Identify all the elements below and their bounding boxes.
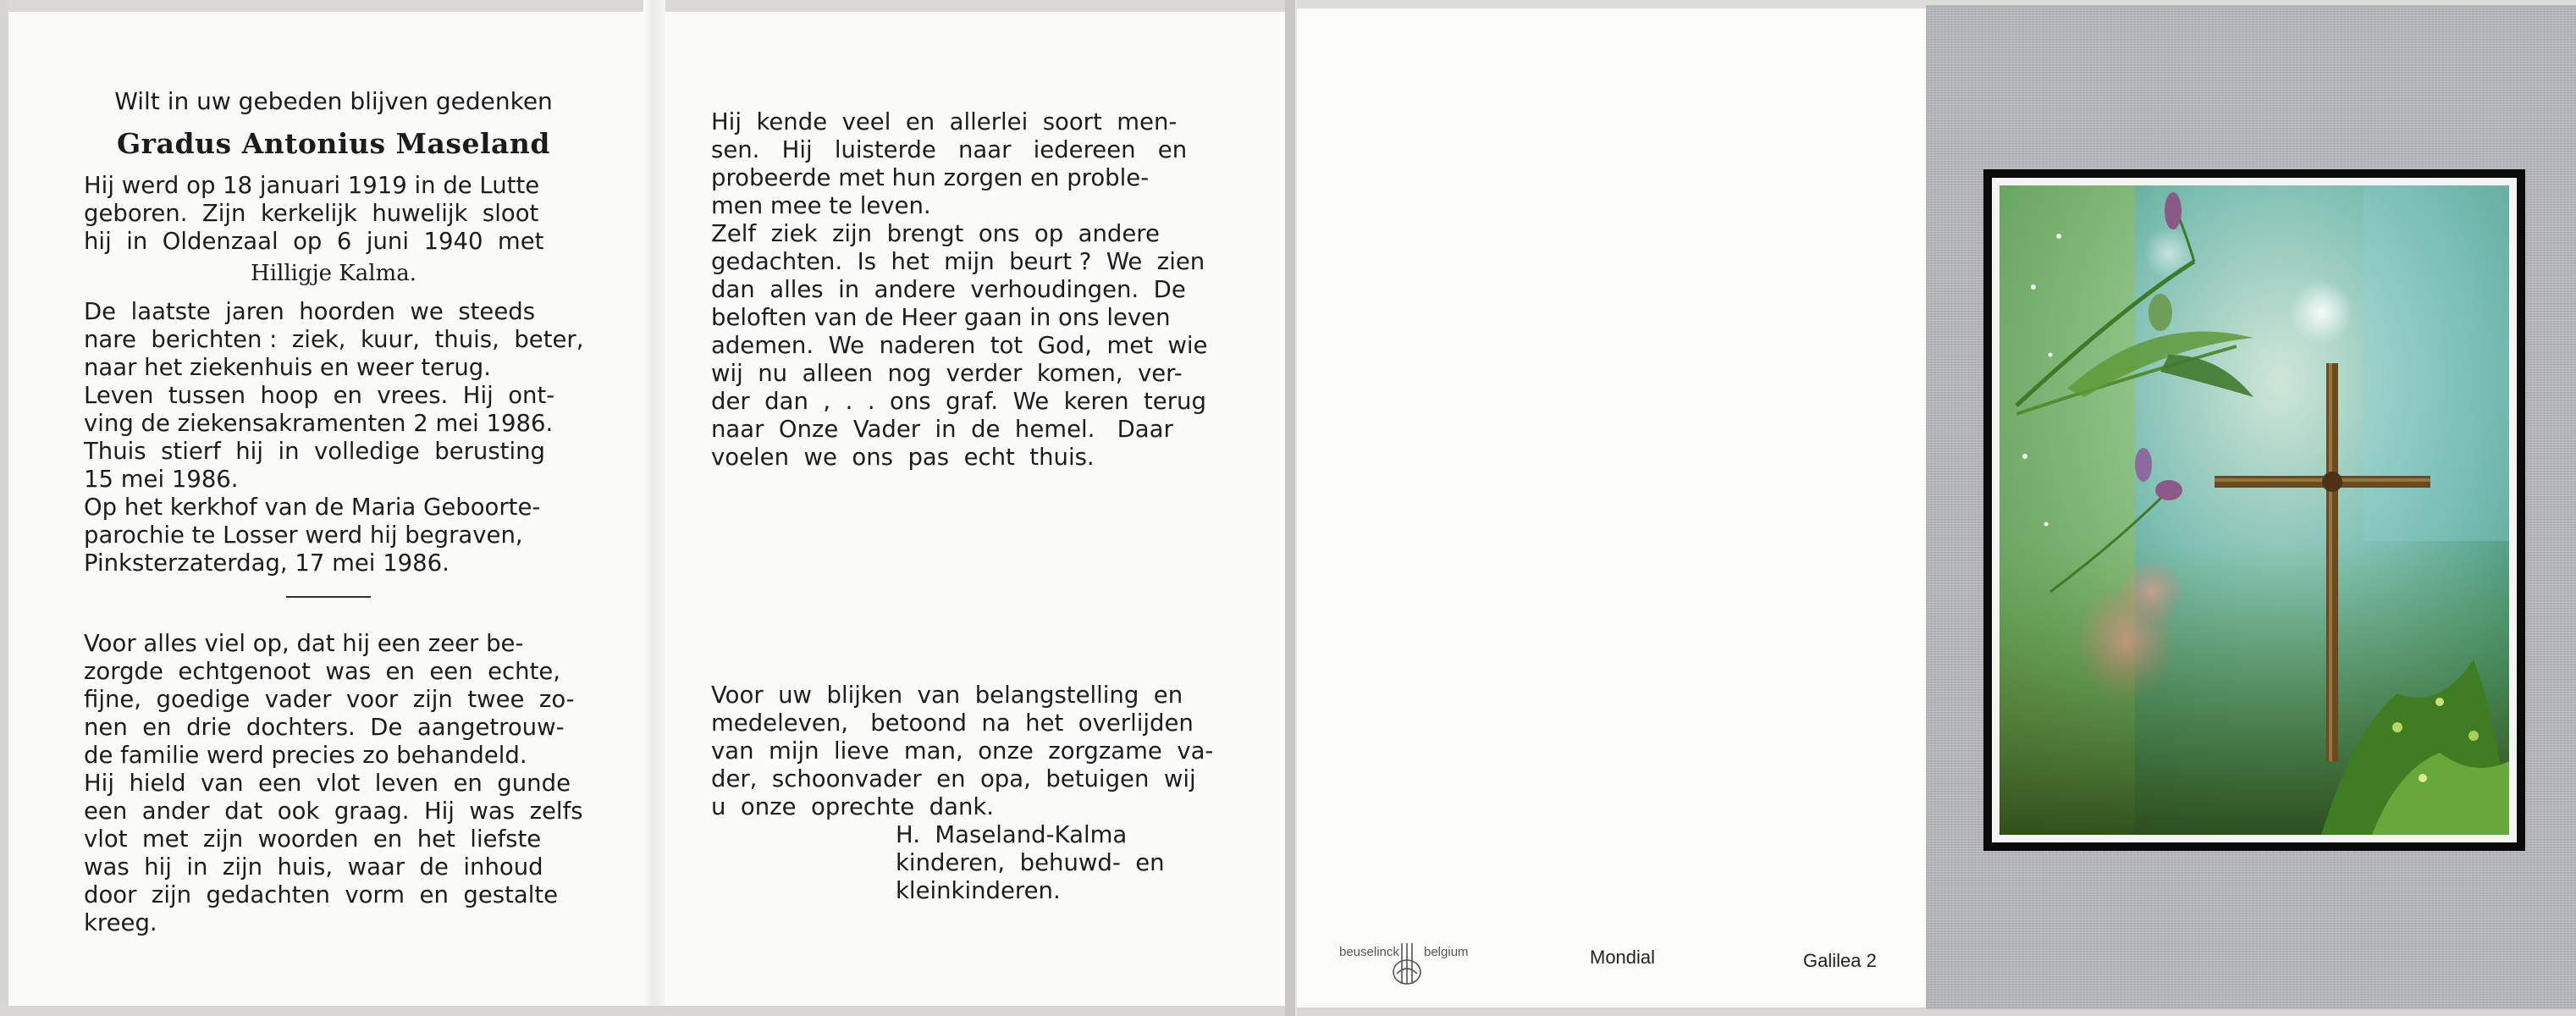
- text-line: ademen. We naderen tot God, met wie: [711, 332, 1208, 359]
- text-line: de familie werd precies zo behandeld.: [84, 742, 527, 769]
- text-line: nen en drie dochters. De aangetrouw-: [84, 714, 565, 741]
- text-line: Hij werd op 18 januari 1919 in de Lutte: [84, 172, 540, 199]
- spouse-name: Hilligje Kalma.: [251, 261, 416, 286]
- text-line: Voor uw blijken van belangstelling en: [711, 682, 1183, 709]
- series-name: Mondial: [1590, 947, 1656, 968]
- intro-line: Wilt in uw gebeden blijven gedenken: [114, 87, 553, 115]
- text-line: voelen we ons pas echt thuis.: [711, 444, 1095, 471]
- text-line: zorgde echtgenoot was en een echte,: [84, 658, 561, 685]
- text-line: Leven tussen hoop en vrees. Hij ont-: [84, 382, 555, 409]
- text-line: Op het kerkhof van de Maria Geboorte-: [84, 494, 541, 521]
- text-line: parochie te Losser werd hij begraven,: [84, 522, 523, 549]
- text-line: men mee te leven.: [711, 192, 931, 219]
- logo-text-left: beuselinck: [1339, 945, 1399, 959]
- section-divider: [286, 596, 371, 598]
- text-line: was hij in zijn huis, waar de inhoud: [84, 853, 543, 881]
- text-line: vlot met zijn woorden en het liefste: [84, 826, 542, 853]
- reflection-paragraph: [711, 108, 1207, 472]
- text-line: probeerde met hun zorgen en proble-: [711, 164, 1150, 191]
- text-line: hij in Oldenzaal op 6 juni 1940 met: [84, 228, 544, 255]
- text-line: u onze oprechte dank.: [711, 793, 995, 820]
- text-line: sen. Hij luisterde naar iedereen en: [711, 136, 1188, 163]
- text-line: der, schoonvader en opa, betuigen wij: [711, 765, 1196, 792]
- text-line: Hij kende veel en allerlei soort men-: [711, 108, 1178, 135]
- thanks-paragraph: [711, 682, 1213, 821]
- text-line: geboren. Zijn kerkelijk huwelijk sloot: [84, 200, 539, 227]
- logo-text-right: belgium: [1424, 945, 1469, 959]
- center-fold: [643, 0, 665, 1016]
- text-line: medeleven, betoond na het overlijden: [711, 710, 1194, 737]
- card-edge: [0, 1006, 1295, 1016]
- text-line: beloften van de Heer gaan in ons leven: [711, 304, 1171, 331]
- text-line: wij nu alleen nog verder komen, ver-: [711, 360, 1183, 387]
- text-line: nare berichten : ziek, kuur, thuis, beter,: [84, 326, 584, 353]
- text-line: kreeg.: [84, 909, 157, 936]
- text-line: naar Onze Vader in de hemel. Daar: [711, 416, 1173, 443]
- text-line: Zelf ziek zijn brengt ons op andere: [711, 220, 1160, 247]
- text-line: fijne, goedige vader voor zijn twee zo-: [84, 686, 575, 713]
- text-line: H. Maseland-Kalma: [896, 821, 1128, 848]
- text-line: De laatste jaren hoorden we steeds: [84, 298, 536, 325]
- text-line: Pinksterzaterdag, 17 mei 1986.: [84, 549, 450, 577]
- text-line: Thuis stierf hij in volledige berusting: [84, 438, 545, 465]
- text-line: Hij hield van een vlot leven en gunde: [84, 770, 571, 797]
- family-signature: [896, 821, 1165, 905]
- text-line: Voor alles viel op, dat hij een zeer be-: [84, 630, 524, 657]
- text-line: kinderen, behuwd- en: [896, 849, 1165, 876]
- birth-marriage-paragraph: [84, 172, 543, 256]
- text-line: een ander dat ook graag. Hij was zelfs: [84, 798, 583, 825]
- text-line: naar het ziekenhuis en weer terug.: [84, 354, 492, 381]
- text-line: gedachten. Is het mijn beurt ? We zien: [711, 248, 1205, 275]
- publisher-logo: [1339, 938, 1475, 989]
- design-code: Galilea 2: [1803, 950, 1877, 971]
- deceased-name: Gradus Antonius Maseland: [117, 127, 550, 160]
- text-line: dan alles in andere verhoudingen. De: [711, 276, 1186, 303]
- cross-with-flowers-photo: [2000, 185, 2509, 835]
- text-line: ving de ziekensakramenten 2 mei 1986.: [84, 410, 554, 437]
- character-paragraph: [84, 630, 583, 937]
- text-line: der dan , . . ons graf. We keren terug: [711, 388, 1206, 415]
- text-line: 15 mei 1986.: [84, 466, 239, 493]
- card-edge: [1285, 0, 1295, 1016]
- text-line: kleinkinderen.: [896, 877, 1061, 904]
- card-edge: [0, 0, 8, 1016]
- illness-death-paragraph: [84, 298, 583, 577]
- text-line: van mijn lieve man, onze zorgzame va-: [711, 737, 1214, 765]
- publisher-monogram-icon: [1390, 938, 1424, 992]
- text-line: door zijn gedachten vorm en gestalte: [84, 881, 559, 908]
